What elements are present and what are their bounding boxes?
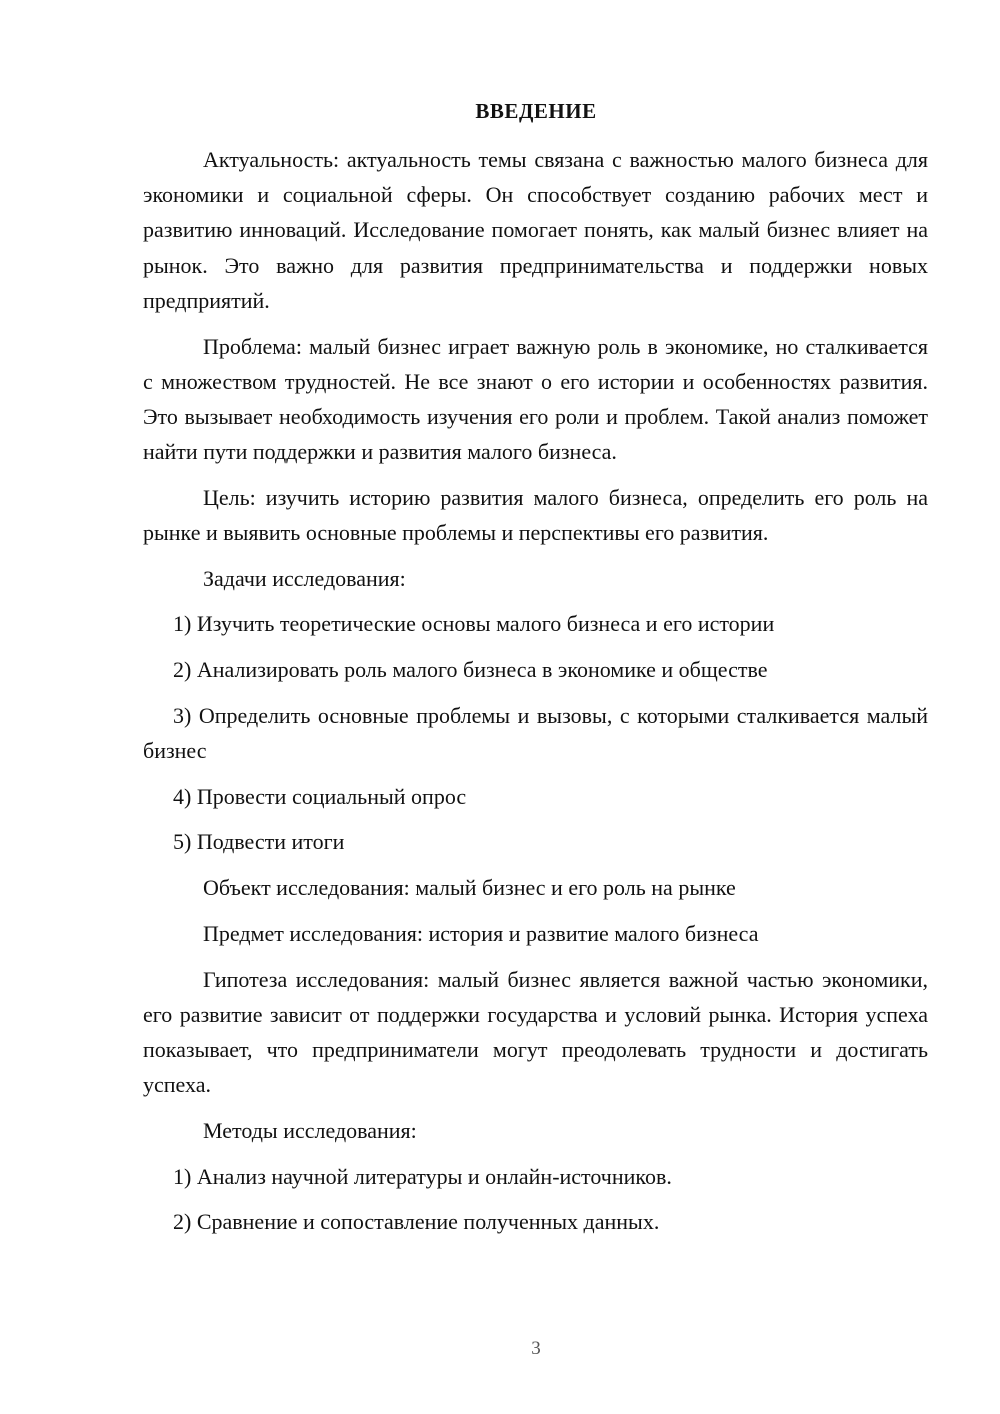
tasks-heading: Задачи исследования: bbox=[203, 565, 406, 591]
task-item: 1) Изучить теоретические основы малого бизнеса и его истории bbox=[173, 611, 775, 637]
method-item: 2) Сравнение и сопоставление полученных данных. bbox=[173, 1209, 660, 1235]
goal-paragraph: Цель: изучить историю развития малого бизнеса, определить его роль на рынке и выявить основные проблемы и перспективы его развития. bbox=[143, 484, 928, 546]
relevance-paragraph: Актуальность: актуальность темы связана с важностью малого бизнеса для экономики и социальной сферы. Он способствует созданию рабочих мест и развитию инноваций. Исследование помогает понять, как малый бизнес влияет на рынок. Это важно для развития предпринимательства и поддержки новых предприятий. bbox=[143, 147, 928, 313]
page-title: ВВЕДЕНИЕ bbox=[475, 99, 597, 123]
task-item: 3) Определить основные проблемы и вызовы, с которыми сталкивается малый бизнес bbox=[143, 702, 928, 764]
document-body bbox=[143, 142, 928, 1250]
task-item: 4) Провести социальный опрос bbox=[173, 783, 467, 809]
task-item: 5) Подвести итоги bbox=[173, 829, 345, 855]
object-paragraph: Объект исследования: малый бизнес и его роль на рынке bbox=[203, 875, 736, 901]
subject-paragraph: Предмет исследования: история и развитие малого бизнеса bbox=[203, 920, 759, 946]
hypothesis-paragraph: Гипотеза исследования: малый бизнес является важной частью экономики, его развитие зависит от поддержки государства и условий рынка. История успеха показывает, что предприниматели могут преодолевать трудности и достигать успеха. bbox=[143, 966, 928, 1098]
task-item: 2) Анализировать роль малого бизнеса в экономике и обществе bbox=[173, 657, 768, 683]
page-number: 3 bbox=[531, 1338, 541, 1359]
method-item: 1) Анализ научной литературы и онлайн-источников. bbox=[173, 1163, 672, 1189]
problem-paragraph: Проблема: малый бизнес играет важную роль в экономике, но сталкивается с множеством трудностей. Не все знают о его истории и особенностях развития. Это вызывает необходимость изучения его роли и проблем. Такой анализ поможет найти пути поддержки и развития малого бизнеса. bbox=[143, 333, 928, 465]
methods-heading: Методы исследования: bbox=[203, 1117, 417, 1143]
